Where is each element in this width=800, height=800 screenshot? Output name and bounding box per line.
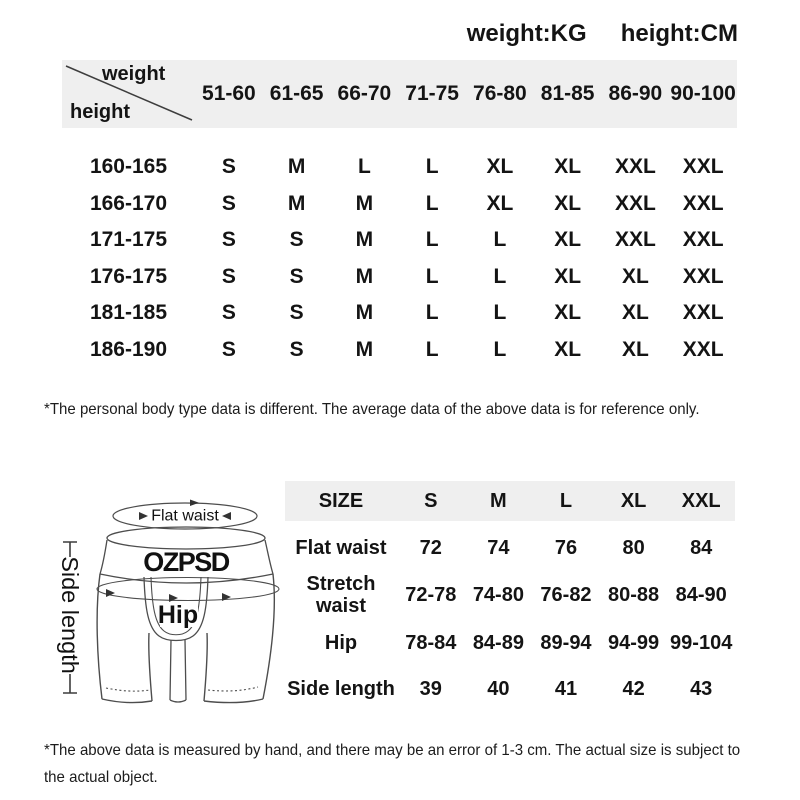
corner-height-label: height xyxy=(70,101,130,123)
size-cell: L xyxy=(357,155,371,179)
waistband-opening xyxy=(107,527,265,549)
size-cell: M xyxy=(355,301,374,325)
measurements-table-body xyxy=(285,527,735,713)
size-cell: XL xyxy=(486,155,514,179)
measurement-value: 72-78 xyxy=(405,583,457,606)
measurement-value: 78-84 xyxy=(405,631,457,654)
center-gusset xyxy=(170,640,186,702)
size-cell: M xyxy=(355,264,374,288)
hip-guide-ellipse xyxy=(97,578,279,601)
weight-column-header: 66-70 xyxy=(337,82,392,105)
measurement-value: 80 xyxy=(622,536,645,559)
size-cell: S xyxy=(289,337,304,361)
size-column-header: S xyxy=(424,489,438,512)
measurement-value: 74-80 xyxy=(472,583,524,606)
size-cell: L xyxy=(425,301,439,325)
measurement-value: 84-90 xyxy=(675,583,727,606)
measurement-note: *The above data is measured by hand, and there may be an error of 1-3 cm. The actual size is subject to the actual object. xyxy=(44,742,741,787)
height-row-label: 166-170 xyxy=(89,191,168,215)
height-row-label: 176-175 xyxy=(89,264,168,288)
size-column-header: XXL xyxy=(681,489,721,512)
size-cell: XXL xyxy=(682,228,724,252)
height-row-label: 186-190 xyxy=(89,337,168,361)
size-cell: L xyxy=(493,301,507,325)
size-cell: XL xyxy=(554,337,582,361)
size-cell: XXL xyxy=(682,191,724,215)
corner-weight-label: weight xyxy=(102,63,166,85)
size-cell: S xyxy=(289,228,304,252)
size-cell: S xyxy=(221,337,236,361)
measurement-value: 39 xyxy=(419,677,442,700)
size-cell: XL xyxy=(486,191,514,215)
size-cell: L xyxy=(425,155,439,179)
size-cell: XL xyxy=(554,155,582,179)
size-cell: S xyxy=(221,264,236,288)
size-cell: S xyxy=(221,191,236,215)
size-cell: XL xyxy=(554,191,582,215)
size-cell: S xyxy=(289,301,304,325)
size-column-header: XL xyxy=(620,489,647,512)
size-cell: XL xyxy=(554,301,582,325)
weight-column-header: 81-85 xyxy=(540,82,595,105)
size-cell: XXL xyxy=(614,155,656,179)
measurement-value: 41 xyxy=(554,677,578,700)
size-matrix-header xyxy=(62,60,737,128)
size-cell: XXL xyxy=(682,155,724,179)
measurement-row-label: Flat waist xyxy=(295,536,387,559)
size-cell: S xyxy=(289,264,304,288)
size-cell: S xyxy=(221,228,236,252)
size-cell: XXL xyxy=(682,337,724,361)
size-column-header: L xyxy=(559,489,573,512)
units-header xyxy=(467,20,738,48)
size-cell: M xyxy=(355,191,374,215)
size-cell: XL xyxy=(621,264,649,288)
measurement-value: 99-104 xyxy=(670,631,733,654)
size-cell: M xyxy=(355,337,374,361)
size-cell: L xyxy=(425,337,439,361)
measurement-value: 76 xyxy=(554,536,578,559)
weight-column-header: 71-75 xyxy=(405,82,459,105)
size-cell: XXL xyxy=(682,301,724,325)
height-unit-label: height:CM xyxy=(620,20,738,47)
size-cell: L xyxy=(493,337,507,361)
size-cell: L xyxy=(425,228,439,252)
measurement-value: 40 xyxy=(487,677,510,700)
measurement-value: 72 xyxy=(419,536,442,559)
measurement-value: 80-88 xyxy=(608,583,660,606)
size-cell: XL xyxy=(621,337,649,361)
measurement-value: 42 xyxy=(622,677,645,700)
side-length-label: Side length xyxy=(57,556,83,674)
weight-unit-label: weight:KG xyxy=(466,20,587,47)
size-cell: XXL xyxy=(614,191,656,215)
flat-waist-label: Flat waist xyxy=(151,507,219,525)
size-cell: M xyxy=(287,155,306,179)
size-cell: L xyxy=(425,191,439,215)
weight-column-header: 90-100 xyxy=(670,82,736,105)
size-cell: XL xyxy=(621,301,649,325)
arrow-icon xyxy=(190,500,199,507)
size-cell: L xyxy=(493,228,507,252)
size-cell: XL xyxy=(554,228,582,252)
weight-column-header: 61-65 xyxy=(269,82,324,105)
size-cell: S xyxy=(221,155,236,179)
size-cell: M xyxy=(355,228,374,252)
size-cell: L xyxy=(493,264,507,288)
weight-column-header: 76-80 xyxy=(473,82,527,105)
measurement-value: 43 xyxy=(690,677,713,700)
size-cell: M xyxy=(287,191,306,215)
weight-column-header: 86-90 xyxy=(608,82,663,105)
brand-logo: OZPSD xyxy=(143,547,229,577)
measurement-row-label: Side length xyxy=(287,677,395,700)
size-cell: XXL xyxy=(614,228,656,252)
hip-label: Hip xyxy=(157,601,199,629)
size-column-header: M xyxy=(490,489,507,512)
height-row-label: 171-175 xyxy=(89,228,168,252)
hem-stitch-right xyxy=(208,687,258,691)
measurement-value: 89-94 xyxy=(540,631,592,654)
measurement-value: 74 xyxy=(487,536,510,559)
measurement-value: 94-99 xyxy=(608,631,660,654)
size-cell: XXL xyxy=(682,264,724,288)
weight-column-header: 51-60 xyxy=(202,82,256,105)
measurement-value: 84 xyxy=(690,536,713,559)
reference-note: *The personal body type data is different. The average data of the above data is for reference only. xyxy=(44,401,700,418)
size-matrix-body xyxy=(62,149,737,368)
matrix-corner-cell xyxy=(62,60,195,128)
measurement-row-label: Hip xyxy=(324,631,358,654)
measurement-row-label: Stretch waist xyxy=(306,572,376,617)
height-row-label: 181-185 xyxy=(89,301,168,325)
size-cell: S xyxy=(221,301,236,325)
size-column-header: SIZE xyxy=(318,489,364,512)
measurement-value: 76-82 xyxy=(540,583,592,606)
height-row-label: 160-165 xyxy=(89,155,168,179)
measurements-table-header xyxy=(285,481,735,521)
measurement-value: 84-89 xyxy=(472,631,524,654)
size-cell: XL xyxy=(554,264,582,288)
hem-stitch-left xyxy=(106,688,150,691)
boxer-shorts-diagram xyxy=(40,478,290,728)
size-cell: L xyxy=(425,264,439,288)
